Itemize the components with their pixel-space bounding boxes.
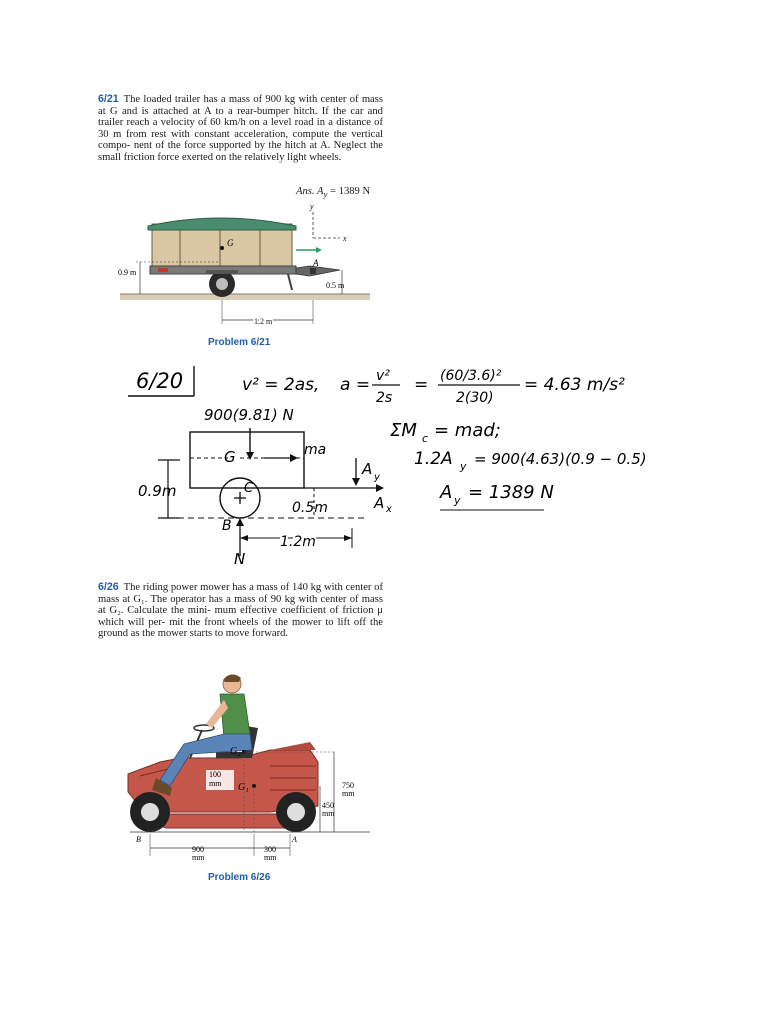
svg-text:mm: mm (264, 853, 277, 862)
label-B: B (136, 835, 141, 844)
svg-text:0.9m: 0.9m (138, 482, 177, 500)
svg-text:y: y (460, 460, 467, 473)
answer-6-21: Ans. $A_y = 1389$ N (296, 186, 371, 200)
svg-text:A: A (374, 494, 385, 512)
eq-moment-values: = 900(4.63)(0.9 − 0.5) (474, 450, 647, 468)
svg-text:= mad;: = mad; (434, 420, 501, 441)
svg-text:v²: v² (376, 368, 390, 384)
svg-text:1.2A: 1.2A (414, 449, 453, 469)
label-G2: G₂ (230, 746, 241, 757)
svg-text:2(30): 2(30) (456, 390, 494, 406)
eq-v2-2as: v² = 2as, (242, 375, 320, 395)
problem-6-26-text: 6/26 The riding power mower has a mass of 140 kg with center of mass at G₁. The operator has a mass of 90 kg with center of mass at G₂. Calculate the mini- mum effective coefficient of friction μ which will per- mit the front wheels of the mower to lift off the ground as the mower starts to move forward. (98, 581, 384, 640)
svg-text:c: c (422, 432, 429, 445)
label-y: y (310, 202, 314, 211)
label-A: A (313, 258, 319, 268)
problem-number: 6/26 (98, 581, 119, 593)
mower-figure (120, 666, 380, 866)
svg-text:2s: 2s (376, 390, 393, 406)
svg-text:(60/3.6)²: (60/3.6)² (440, 368, 502, 384)
weight-label: 900(9.81) N (204, 406, 294, 424)
svg-text:ma: ma (304, 442, 327, 458)
dim-100: 100 (209, 770, 221, 779)
eq-accel-result: = 4.63 m/s² (524, 375, 625, 395)
svg-text:N: N (234, 550, 246, 568)
handwritten-solution (118, 358, 678, 568)
operator-shirt (220, 694, 250, 738)
label-G: G (227, 238, 234, 248)
trailer-figure (110, 200, 380, 330)
solution-header: 6/20 (136, 369, 184, 393)
svg-text:=: = (414, 375, 429, 395)
dim-1-2m: 1.2 m (254, 317, 273, 326)
dim-450: 450 (322, 801, 334, 810)
svg-text:1.2m: 1.2m (280, 534, 316, 550)
label-G1: G₁ (238, 782, 249, 793)
dim-300: 300 (264, 845, 276, 854)
svg-text:A: A (440, 482, 453, 503)
svg-text:G: G (224, 448, 236, 466)
caption-6-26: Problem 6/26 (208, 872, 271, 883)
trailer-tarp (148, 218, 296, 230)
svg-text:mm: mm (322, 809, 335, 818)
svg-text:A: A (362, 460, 373, 478)
label-A: A (292, 835, 297, 844)
dim-0-9m: 0.9 m (118, 268, 137, 277)
svg-text:B: B (222, 518, 232, 534)
svg-text:mm: mm (342, 789, 355, 798)
problem-number: 6/21 (98, 93, 119, 105)
problem-6-21-text: 6/21 The loaded trailer has a mass of 900 kg with center of mass at G and is attached at A to a rear-bumper hitch. If the car and trailer reach a velocity of 60 km/h on a level road in a distance of 30 m from rest with constant acceleration, compute the vertical compo- nent of the force supported by the hitch at A. Neglect the small friction force exerted on the relatively light wheels. (98, 93, 384, 163)
caption-6-21: Problem 6/21 (208, 337, 271, 348)
svg-text:y: y (374, 472, 380, 483)
eq-answer: = 1389 N (468, 482, 554, 503)
ground (120, 294, 370, 300)
svg-text:mm: mm (192, 853, 205, 862)
svg-text:C: C (244, 481, 254, 496)
svg-text:y: y (454, 494, 461, 507)
dim-900: 900 (192, 845, 204, 854)
svg-text:0.5m: 0.5m (292, 500, 328, 516)
dim-750: 750 (342, 781, 354, 790)
label-x: x (343, 234, 347, 243)
svg-text:x: x (386, 504, 392, 515)
svg-text:ΣM: ΣM (390, 420, 417, 441)
dim-0-5m: 0.5 m (326, 281, 345, 290)
svg-text:mm: mm (209, 779, 222, 788)
svg-text:a =: a = (340, 375, 371, 395)
